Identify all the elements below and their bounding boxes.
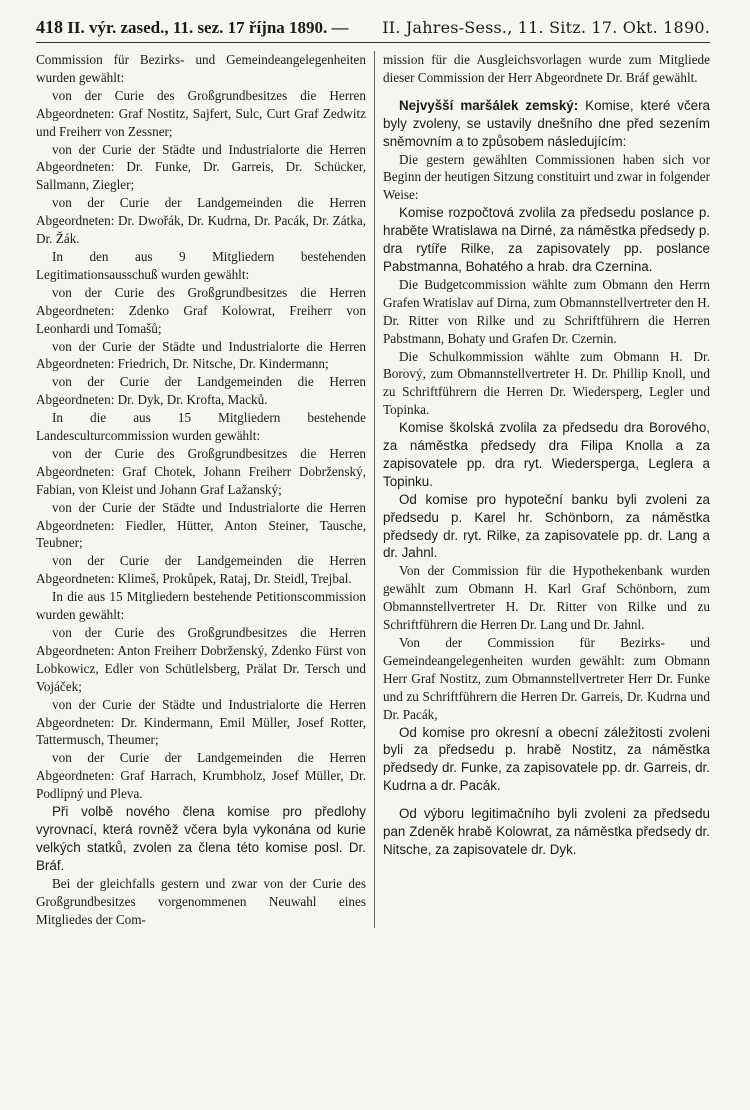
right-paragraph xyxy=(383,97,710,151)
header-dash: — xyxy=(331,18,349,37)
left-paragraph: von der Curie des Großgrundbesitzes die Herren Abgeordneten: Anton Freiherr Dobrženský, Zdenko Fürst von Lobkowicz, Edler von Schütlelsberg, Prälat Dr. Tersch und Vojáček; xyxy=(36,625,366,694)
left-paragraph: von der Curie der Städte und Industrialorte die Herren Abgeordneten: Dr. Kindermann, Emil Müller, Josef Rotter, Tattermusch, Theumer; xyxy=(36,696,366,748)
header-left xyxy=(36,16,349,39)
left-paragraph: von der Curie der Landgemeinden die Herren Abgeordneten: Klimeš, Prokůpek, Rataj, Dr. Steidl, Trejbal. xyxy=(36,553,366,587)
left-paragraph: von der Curie des Großgrundbesitzes die Herren Abgeordneten: Graf Nostitz, Sajfert, Sulc, Curt Graf Zedwitz und Freiherr von Zessner; xyxy=(36,87,366,139)
left-paragraph: von der Curie der Landgemeinden die Herren Abgeordneten: Graf Harrach, Krumbholz, Josef Müller, Dr. Podlipný und Pleva. xyxy=(36,750,366,802)
right-paragraph xyxy=(383,491,710,563)
right-paragraph xyxy=(383,562,710,634)
paragraph-text: Od komise pro hypoteční banku byli zvoleni za předsedu p. Karel hr. Schönborn, za náměstka předsedy dr. ryt. Rilke, za zapisovatele pp. dr. Lang a dr. Jahnl. xyxy=(383,491,710,561)
paragraph-text: mission für die Ausgleichsvorlagen wurde zum Mitgliede dieser Commission der Herr Abgeordnete Dr. Bráf gewählt. xyxy=(383,52,710,85)
right-paragraph xyxy=(383,276,710,348)
left-paragraph: von der Curie der Städte und Industrialorte die Herren Abgeordneten: Fiedler, Hütter, Anton Steiner, Tausche, Teubner; xyxy=(36,499,366,551)
paragraph-text: Od komise pro okresní a obecní záležitosti zvoleni byli za předsedu p. hrabě Nostitz, za náměstka předsedy dr. Funke, za zapisovatele pp. dr. Garreis, dr. Kudrna a dr. Pacák. xyxy=(383,724,710,794)
left-paragraph: Bei der gleichfalls gestern und zwar von der Curie des Großgrundbesitzes vorgenommenen Neuwahl eines Mitgliedes der Com- xyxy=(36,875,366,927)
paragraph-text: Komise rozpočtová zvolila za předsedu poslance p. hraběte Wratislawa na Dirné, za náměstka předsedy p. dra rytíře Rilke, za zapisovately pp. poslance Pabstmanna, Bohatého a hrab. dra Czernina. xyxy=(383,205,710,274)
paragraph-text: Die gestern gewählten Commissionen haben sich vor Beginn der heutigen Sitzung constituirt und zwar in folgender Weise: xyxy=(383,151,710,203)
right-column xyxy=(374,51,710,928)
left-paragraph: von der Curie der Landgemeinden die Herren Abgeordneten: Dr. Dwořák, Dr. Kudrna, Dr. Pacák, Dr. Zátka, Dr. Žák. xyxy=(36,195,366,247)
paragraph-text: Die Schulkommission wählte zum Obmann H. Dr. Borový, zum Obmannstellvertreter H. Dr. Phillip Knoll, und zu Schriftführern die Herren Dr. Wiedersperg, Legler und Topinka. xyxy=(383,348,710,418)
left-paragraph: In die aus 15 Mitgliedern bestehende Petitionscommission wurden gewählt: xyxy=(36,589,366,623)
right-paragraph xyxy=(383,419,710,491)
header-right-text: II. Jahres-Sess., 11. Sitz. 17. Okt. 1890. xyxy=(382,18,710,37)
right-paragraph xyxy=(383,151,710,205)
paragraph-text: Die Budgetcommission wählte zum Obmann den Herrn Grafen Wratislav auf Dirna, zum Obmannstellvertreter den H. Dr. Ritter von Rilke und zu Schriftführern die Herren Pabstmann, Bohaty und Grafen Dr. Czernin. xyxy=(383,276,710,346)
left-paragraph: von der Curie der Landgemeinden die Herren Abgeordneten: Dr. Dyk, Dr. Krofta, Macků. xyxy=(36,374,366,408)
left-paragraph: In den aus 9 Mitgliedern bestehenden Legitimationsausschuß wurden gewählt: xyxy=(36,248,366,282)
right-paragraph xyxy=(383,634,710,724)
two-column-body xyxy=(36,51,710,928)
paragraph-text: Von der Commission für die Hypothekenbank wurden gewählt zum Obmann H. Karl Graf Schönborn, zum Obmannstellvertreter H. Dr. Ritter von Rilke und zu Schriftführern die Herren Dr. Lang und Dr. Jahnl. xyxy=(383,563,710,633)
page-header xyxy=(36,16,710,43)
right-paragraph xyxy=(383,204,710,276)
right-paragraph xyxy=(383,805,710,859)
left-paragraph: In die aus 15 Mitgliedern bestehende Landesculturcommission wurden gewählt: xyxy=(36,410,366,444)
left-paragraph: von der Curie der Städte und Industrialorte die Herren Abgeordneten: Friedrich, Dr. Nitsche, Dr. Kindermann; xyxy=(36,338,366,372)
page-number: 418 xyxy=(36,17,63,37)
left-paragraph: von der Curie des Großgrundbesitzes die Herren Abgeordneten: Zdenko Graf Kolowrat, Freiherr von Leonhardi und Tomašů; xyxy=(36,284,366,336)
left-paragraph: von der Curie des Großgrundbesitzes die Herren Abgeordneten: Graf Chotek, Johann Freiherr Dobrženský, Fabian, von Kleist und Johann Graf Lažanský; xyxy=(36,445,366,497)
right-paragraph xyxy=(383,51,710,87)
left-column xyxy=(36,51,374,928)
paragraph-text: Od výboru legitimačního byli zvoleni za předsedu pan Zdeněk hrabě Kolowrat, za náměstka předsedy dr. Nitsche, za zapisovatele dr. Dyk. xyxy=(383,806,710,857)
left-paragraph: von der Curie der Städte und Industrialorte die Herren Abgeordneten: Dr. Funke, Dr. Garreis, Dr. Schücker, Sallmann, Ziegler; xyxy=(36,141,366,193)
header-left-text: II. výr. zased., 11. sez. 17 října 1890. xyxy=(67,18,328,37)
left-paragraph: Při volbě nového člena komise pro předlohy vyrovnací, která rovněž včera byla vykonána od kurie velkých statků, zvolen za člena této komise posl. Dr. Bráf. xyxy=(36,804,366,873)
paragraph-text: Komise školská zvolila za předsedu dra Borového, za náměstka předsedy dra Filipa Knolla a za zapisovatele pp. dra ryt. Wiedersperga, Leglera a Topinku. xyxy=(383,420,710,489)
right-paragraph xyxy=(383,348,710,420)
left-paragraph: Commission für Bezirks- und Gemeindeangelegenheiten wurden gewählt: xyxy=(36,52,366,85)
speaker-name: Nejvyšší maršálek zemský: xyxy=(399,97,579,113)
paragraph-text: Von der Commission für Bezirks- und Gemeindeangelegenheiten wurden gewählt: zum Obmann Herr Graf Nostitz, zum Obmannstellvertreter Herr Dr. Funke und zu Schriftführern die Herren Dr. Garreis, Dr. Kudrna und Dr. Pacák, xyxy=(383,635,710,722)
paragraph-text: Komise, které včera byly zvoleny, se ustavily dnešního dne před sezením sněmovním a to způsobem následujícím: xyxy=(383,97,711,149)
right-paragraph xyxy=(383,724,710,796)
